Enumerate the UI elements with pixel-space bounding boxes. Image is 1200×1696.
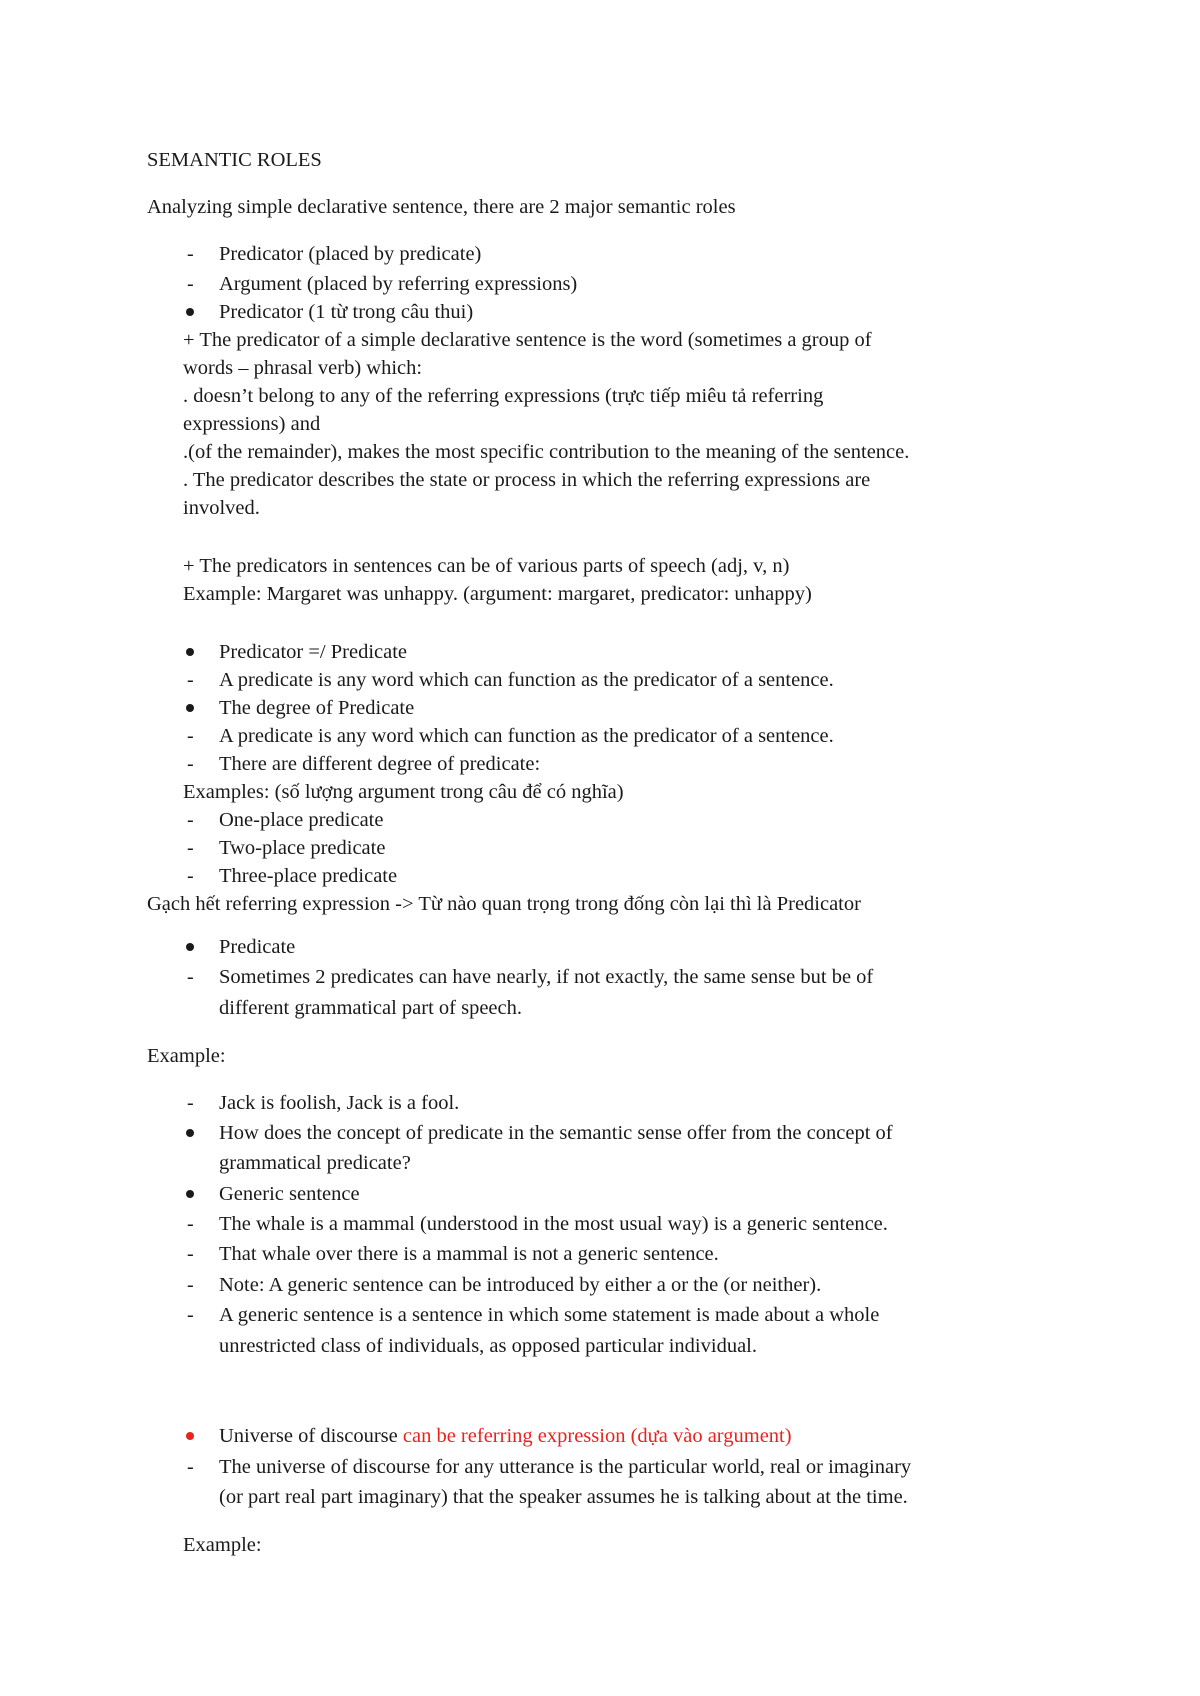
paragraph-line: Example: Margaret was unhappy. (argument: margaret, predicator: unhappy): [183, 583, 812, 605]
bullet-dot: [186, 1129, 194, 1137]
list-item: A predicate is any word which can function as the predicator of a sentence.: [219, 725, 834, 747]
dash-marker: -: [187, 809, 194, 831]
bullet-dot: [186, 308, 194, 316]
list-item: Note: A generic sentence can be introduced by either a or the (or neither).: [219, 1274, 822, 1296]
list-item: A generic sentence is a sentence in which some statement is made about a whole: [219, 1304, 880, 1326]
paragraph-line: . The predicator describes the state or process in which the referring expressions are: [183, 469, 871, 491]
dash-marker: -: [187, 1092, 194, 1114]
paragraph-line: Examples: (số lượng argument trong câu để có nghĩa): [183, 781, 624, 803]
list-item: Predicator =/ Predicate: [219, 641, 408, 663]
dash-marker: -: [187, 1243, 194, 1265]
paragraph-line: .(of the remainder), makes the most specific contribution to the meaning of the sentence.: [183, 441, 910, 463]
bullet-dot: [186, 943, 194, 951]
dash-marker: -: [187, 243, 194, 265]
list-item-continuation: different grammatical part of speech.: [219, 997, 522, 1019]
list-item: Predicator (placed by predicate): [219, 243, 482, 265]
list-item: The whale is a mammal (understood in the most usual way) is a generic sentence.: [219, 1213, 888, 1235]
list-item: Three-place predicate: [219, 865, 398, 887]
list-item-continuation: grammatical predicate?: [219, 1152, 411, 1174]
paragraph-line: Example:: [183, 1534, 262, 1556]
list-item: One-place predicate: [219, 809, 384, 831]
list-item: Predicator (1 từ trong câu thui): [219, 301, 474, 323]
dash-marker: -: [187, 725, 194, 747]
list-item: How does the concept of predicate in the semantic sense offer from the concept of: [219, 1122, 893, 1144]
list-item: A predicate is any word which can function as the predicator of a sentence.: [219, 669, 834, 691]
list-item: [219, 1426, 792, 1447]
paragraph-line: Example:: [147, 1045, 226, 1067]
list-item: The universe of discourse for any utterance is the particular world, real or imaginary: [219, 1456, 912, 1478]
list-item: There are different degree of predicate:: [219, 753, 541, 775]
intro-line: Analyzing simple declarative sentence, there are 2 major semantic roles: [147, 196, 736, 218]
list-item: Two-place predicate: [219, 837, 386, 859]
dash-marker: -: [187, 837, 194, 859]
dash-marker: -: [187, 669, 194, 691]
paragraph-line: involved.: [183, 497, 260, 519]
paragraph-line: + The predicators in sentences can be of various parts of speech (adj, v, n): [183, 555, 790, 577]
paragraph-line: expressions) and: [183, 413, 321, 435]
list-item: That whale over there is a mammal is not a generic sentence.: [219, 1243, 719, 1265]
dash-marker: -: [187, 1304, 194, 1326]
dash-marker: -: [187, 1456, 194, 1478]
document-title: SEMANTIC ROLES: [147, 149, 322, 171]
bullet-dot: [186, 648, 194, 656]
dash-marker: -: [187, 273, 194, 295]
bullet-dot: [186, 1432, 194, 1440]
list-item-continuation: unrestricted class of individuals, as opposed particular individual.: [219, 1335, 757, 1357]
dash-marker: -: [187, 1213, 194, 1235]
bullet-dot: [186, 704, 194, 712]
paragraph-line: Gạch hết referring expression -> Từ nào quan trọng trong đống còn lại thì là Predicator: [147, 893, 861, 915]
list-item: Jack is foolish, Jack is a fool.: [219, 1092, 460, 1114]
list-item: Sometimes 2 predicates can have nearly, if not exactly, the same sense but be of: [219, 966, 874, 988]
list-item: Predicate: [219, 936, 296, 958]
paragraph-line: . doesn’t belong to any of the referring expressions (trực tiếp miêu tả referring: [183, 385, 824, 407]
paragraph-line: + The predicator of a simple declarative sentence is the word (sometimes a group of: [183, 329, 872, 351]
highlighted-note: can be referring expression (dựa vào argument): [402, 1425, 792, 1447]
dash-marker: -: [187, 865, 194, 887]
list-item: Argument (placed by referring expressions): [219, 273, 578, 295]
list-item-continuation: (or part real part imaginary) that the speaker assumes he is talking about at the time.: [219, 1486, 908, 1508]
dash-marker: -: [187, 966, 194, 988]
list-item: The degree of Predicate: [219, 697, 415, 719]
bullet-dot: [186, 1190, 194, 1198]
dash-marker: -: [187, 753, 194, 775]
dash-marker: -: [187, 1274, 194, 1296]
universe-heading: Universe of discourse: [219, 1425, 403, 1447]
paragraph-line: words – phrasal verb) which:: [183, 357, 423, 379]
list-item: Generic sentence: [219, 1183, 360, 1205]
